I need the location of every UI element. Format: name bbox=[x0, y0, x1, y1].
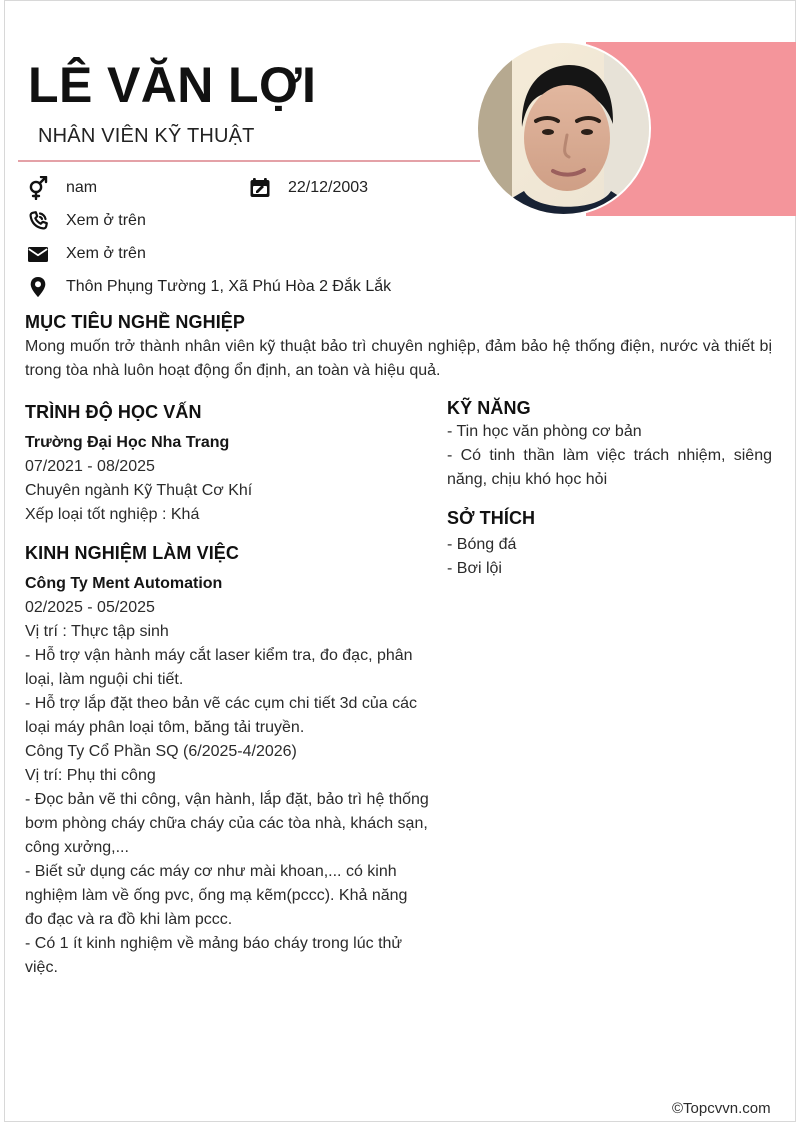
experience-block bbox=[25, 572, 429, 980]
email-value: Xem ở trên bbox=[66, 245, 146, 262]
experience-line: loại, làm nguội chi tiết. bbox=[25, 671, 184, 688]
header-divider bbox=[18, 160, 480, 162]
address-value: Thôn Phụng Tường 1, Xã Phú Hòa 2 Đắk Lắk bbox=[66, 278, 392, 295]
education-heading: TRÌNH ĐỘ HỌC VẤN bbox=[25, 402, 202, 422]
address-row bbox=[26, 275, 391, 299]
education-grade: Xếp loại tốt nghiệp : Khá bbox=[25, 506, 200, 523]
experience-line: - Có 1 ít kinh nghiệm về mảng báo cháy trong lúc thử bbox=[25, 935, 403, 952]
education-major: Chuyên ngành Kỹ Thuật Cơ Khí bbox=[25, 482, 253, 499]
experience-company: Công Ty Ment Automation bbox=[25, 575, 223, 592]
experience-line: - Hỗ trợ lắp đặt theo bản vẽ các cụm chi tiết 3d của các bbox=[25, 695, 418, 712]
experience-heading: KINH NGHIỆM LÀM VIỆC bbox=[25, 543, 240, 563]
experience-line: đo đạc và ra đồ khi làm pccc. bbox=[25, 911, 233, 928]
gender-icon bbox=[26, 176, 50, 200]
experience-line: Công Ty Cổ Phần SQ (6/2025-4/2026) bbox=[25, 743, 297, 760]
hobby-item: - Bơi lội bbox=[447, 560, 502, 577]
experience-line: công xưởng,... bbox=[25, 839, 129, 856]
career-objective-heading: MỤC TIÊU NGHỀ NGHIỆP bbox=[25, 312, 246, 332]
education-block bbox=[25, 431, 420, 527]
phone-value: Xem ở trên bbox=[66, 212, 146, 229]
education-school: Trường Đại Học Nha Trang bbox=[25, 434, 230, 451]
hobbies-block bbox=[447, 533, 772, 581]
skills-block bbox=[447, 420, 772, 492]
candidate-name: LÊ VĂN LỢI bbox=[28, 57, 317, 113]
experience-line: nghiệm làm về ống pvc, ống mạ kẽm(pccc). Khả năng bbox=[25, 887, 408, 904]
experience-line: Vị trí: Phụ thi công bbox=[25, 767, 156, 784]
experience-line: - Hỗ trợ vận hành máy cắt laser kiểm tra, đo đạc, phân bbox=[25, 647, 413, 664]
experience-line: Vị trí : Thực tập sinh bbox=[25, 623, 169, 640]
profile-photo bbox=[476, 41, 651, 216]
experience-line: - Biết sử dụng các máy cơ như mài khoan,... có kinh bbox=[25, 863, 397, 880]
phone-icon bbox=[26, 209, 50, 233]
experience-line: việc. bbox=[25, 959, 58, 976]
hobby-item: - Bóng đá bbox=[447, 536, 517, 553]
education-period: 07/2021 - 08/2025 bbox=[25, 458, 155, 475]
location-icon bbox=[26, 275, 50, 299]
career-objective-text: Mong muốn trở thành nhân viên kỹ thuật bảo trì chuyên nghiệp, đảm bảo hệ thống điện, nước và thiết bị trong tòa nhà luôn hoạt động ổn định, an toàn và hiệu quả. bbox=[25, 338, 772, 379]
email-row bbox=[26, 242, 146, 266]
experience-line: loại máy phân loại tôm, băng tải truyền. bbox=[25, 719, 305, 736]
job-title: NHÂN VIÊN KỸ THUẬT bbox=[38, 125, 255, 147]
experience-line: 02/2025 - 05/2025 bbox=[25, 599, 155, 616]
footer-credit: ©Topcvvn.com bbox=[672, 1100, 771, 1117]
birthdate-row bbox=[248, 176, 368, 200]
phone-row bbox=[26, 209, 146, 233]
experience-line: - Đọc bản vẽ thi công, vận hành, lắp đặt, bảo trì hệ thống bbox=[25, 791, 429, 808]
skills-heading: KỸ NĂNG bbox=[447, 398, 531, 418]
experience-line: bơm phòng cháy chữa cháy của các tòa nhà, khách sạn, bbox=[25, 815, 428, 832]
email-icon bbox=[26, 242, 50, 266]
hobbies-heading: SỞ THÍCH bbox=[447, 508, 536, 528]
birthdate-value: 22/12/2003 bbox=[288, 179, 369, 196]
skill-item: - Tin học văn phòng cơ bản bbox=[447, 423, 642, 440]
skill-item: - Có tinh thần làm việc trách nhiệm, siêng năng, chịu khó học hỏi bbox=[447, 447, 772, 488]
gender-row bbox=[26, 176, 97, 200]
gender-value: nam bbox=[66, 179, 98, 196]
calendar-icon bbox=[248, 176, 272, 200]
